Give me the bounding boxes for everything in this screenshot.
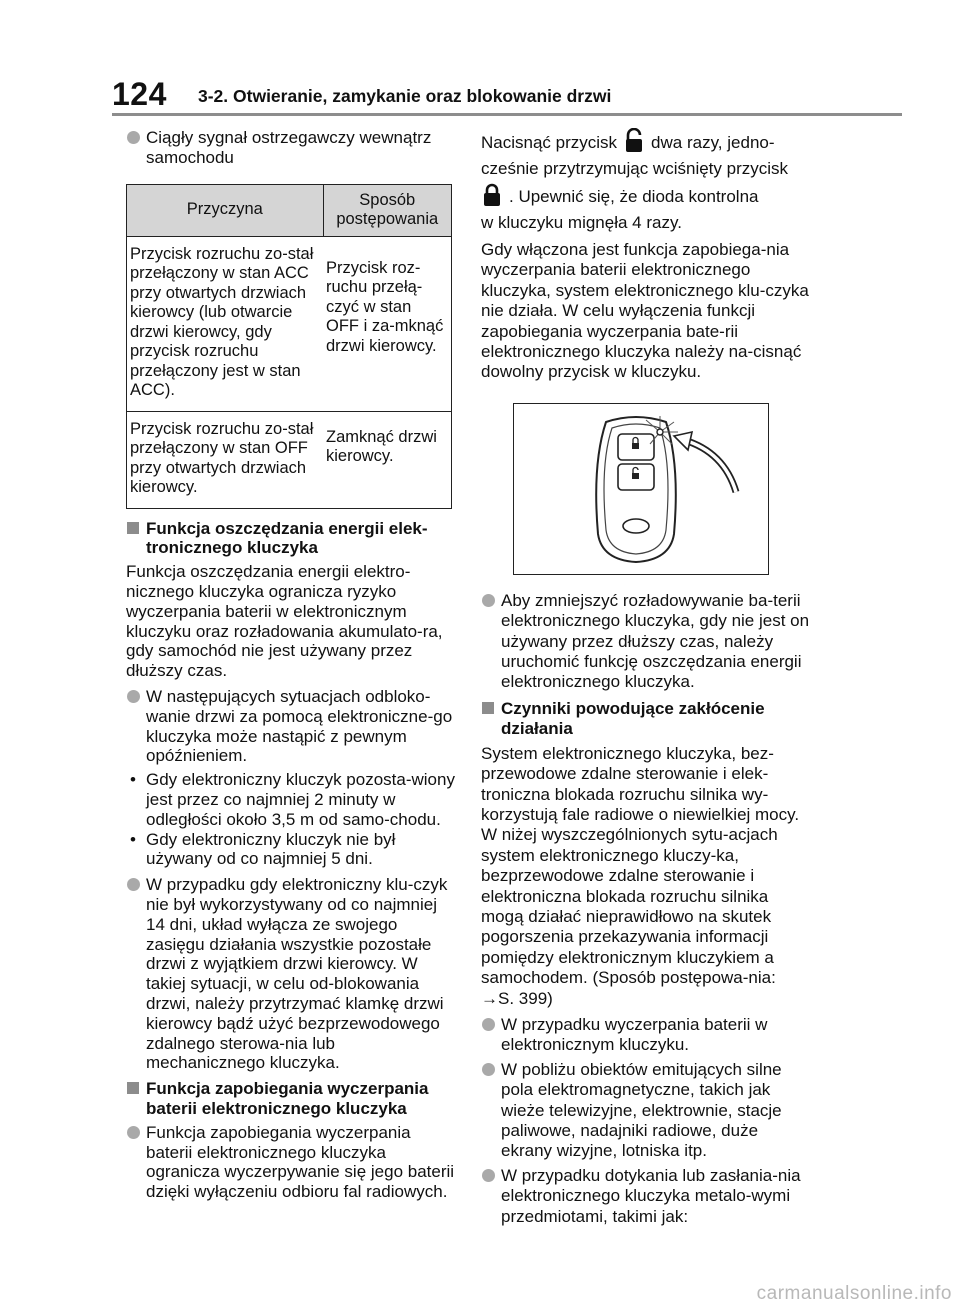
smart-key-icon <box>514 404 768 574</box>
bullet-14-days: W przypadku gdy elektroniczny klu-czyk nie był wykorzystywany od co najmniej 14 dni, układ wyłącza ze swojego zasięgu działania wszystkie pozostałe drzwi z wyjątkiem drzwi kierowcy. W takiej sytuacji, w celu od-blokowania drzwi, należy przytrzymać klamkę drzwi kierowcy bądź użyć bezprzewodowego zdalnego sterowa-nia lub mechanicznego kluczyka. <box>126 875 456 1073</box>
para-function-enabled: Gdy włączona jest funkcja zapobiega-nia wyczerpania baterii elektronicznego kluczyka, system elektronicznego klu-czyka nie działa. W celu wyłączenia funkcji zapobiegania wyczerpania bate-rii elektronicznego kluczyka należy na-cisnąć dowolny przycisk w kluczyku. <box>481 240 809 382</box>
list-item: • Gdy elektroniczny kluczyk pozosta-wiony jest przez co najmniej 2 minuty w odległości około 3,5 m od samo-chodu. <box>130 770 455 829</box>
bullet-reduce-discharge: Aby zmniejszyć rozładowywanie ba-terii elektronicznego kluczyka, gdy nie jest on używany przez dłuższy czas, należy uruchomić funkcję oszczędzania energii elektronicznego kluczyka. <box>481 591 811 693</box>
table-cell-action: Przycisk roz-ruchu przełą-czyć w stan OFF i za-mknąć drzwi kierowcy. <box>323 236 452 411</box>
bullet-dot-icon <box>127 878 140 891</box>
page-number: 124 <box>112 76 167 112</box>
table-header-action: Sposób postępowania <box>323 184 452 236</box>
table-cell-cause: Przycisk rozruchu zo-stał przełączony w stan ACC przy otwartych drzwiach kierowcy (lub otwarcie drzwi kierowcy, gdy przycisk rozruchu przełączony jest w stan ACC). <box>127 236 324 411</box>
table-row <box>127 411 452 508</box>
watermark: carmanualsonline.info <box>756 1283 952 1304</box>
unlock-icon <box>623 128 645 154</box>
bullet-weak-battery: W przypadku wyczerpania baterii w elektronicznym kluczyku. <box>481 1015 811 1056</box>
para-energy-saving: Funkcja oszczędzania energii elektro-nicznego kluczyka ogranicza ryzyko wyczerpania baterii w elektronicznym kluczyku oraz rozładowania akumulato-ra, gdy samochód nie jest używany przez dłuższy czas. <box>126 562 443 681</box>
bullet-near-objects: W pobliżu obiektów emitujących silne pola elektromagnetyczne, takich jak wieże telewizyjne, elektrownie, stacje paliwowe, nadajniki radiowe, duże ekrany wizyjne, lotniska itp. <box>481 1060 811 1162</box>
bullet-dot-icon <box>482 594 495 607</box>
list-item: • Gdy elektroniczny kluczyk nie był używany od co najmniej 5 dni. <box>130 829 396 869</box>
left-column <box>126 128 456 1206</box>
para-interference: System elektronicznego kluczyka, bez-przewodowe zdalne sterowanie i elek-troniczna blokada rozruchu silnika wy-korzystują fale radiowe o niewielkiej mocy. W niżej wyszczególnionych sytu-acjach system elektronicznego kluczy-ka, bezprzewodowe zdalne sterowanie i elektroniczna blokada rozruchu silnika mogą działać nieprawidłowo na skutek pogorszenia przekazywania informacji pomiędzy elektronicznym kluczykiem a samochodem. (Sposób postępowa-nia: →S. 399) <box>481 743 800 1008</box>
table-cell-action: Zamknąć drzwi kierowcy. <box>323 411 452 508</box>
bullet-covering: W przypadku dotykania lub zasłania-nia elektronicznego kluczyka metalo-wymi przedmiotami, takimi jak: <box>481 1166 811 1227</box>
heading-battery-saving: Funkcja zapobiegania wyczerpania baterii elektronicznego kluczyka <box>126 1079 456 1119</box>
smart-key-illustration <box>513 403 769 575</box>
bullet-dot-icon <box>127 131 140 144</box>
bullet-dot-icon <box>482 1018 495 1031</box>
bullet-dot-icon <box>482 1169 495 1182</box>
header-rule <box>112 113 902 116</box>
heading-square-icon <box>127 1082 139 1094</box>
table-header-row <box>127 184 452 236</box>
heading-square-icon <box>127 522 139 534</box>
bullet-dot-icon <box>482 1063 495 1076</box>
lock-icon <box>481 182 503 208</box>
heading-energy-saving: Funkcja oszczędzania energii elek-tronicznego kluczyka <box>126 519 456 559</box>
para-press-buttons: Nacisnąć przycisk dwa razy, jedno- cześnie przytrzymując wciśnięty przycisk . Upewnić się, że dioda kontrolna w kluczyku mignęła 4 razy. <box>481 128 811 236</box>
table-header-cause: Przyczyna <box>127 184 324 236</box>
heading-square-icon <box>482 702 494 714</box>
bullet-continuous-signal: Ciągły sygnał ostrzegawczy wewnątrz samochodu <box>126 128 456 168</box>
bullet-dot-icon <box>127 1126 140 1139</box>
table-cell-cause: Przycisk rozruchu zo-stał przełączony w stan OFF przy otwartych drzwiach kierowcy. <box>127 411 324 508</box>
bullet-dot-icon <box>127 690 140 703</box>
section-title: 3-2. Otwieranie, zamykanie oraz blokowanie drzwi <box>198 86 612 106</box>
bullet-unlock-delay: W następujących sytuacjach odbloko-wanie drzwi za pomocą elektroniczne-go kluczyka może nastąpić z pewnym opóźnieniem. <box>126 687 456 766</box>
bullet-battery-saving: Funkcja zapobiegania wyczerpania baterii elektronicznego kluczyka ogranicza wyczerpywanie się jego baterii dzięki wyłączeniu odbioru fal radiowych. <box>126 1123 456 1202</box>
right-column <box>481 128 811 1231</box>
causes-table <box>126 184 452 509</box>
heading-interference: Czynniki powodujące zakłócenie działania <box>481 699 811 740</box>
table-row <box>127 236 452 411</box>
